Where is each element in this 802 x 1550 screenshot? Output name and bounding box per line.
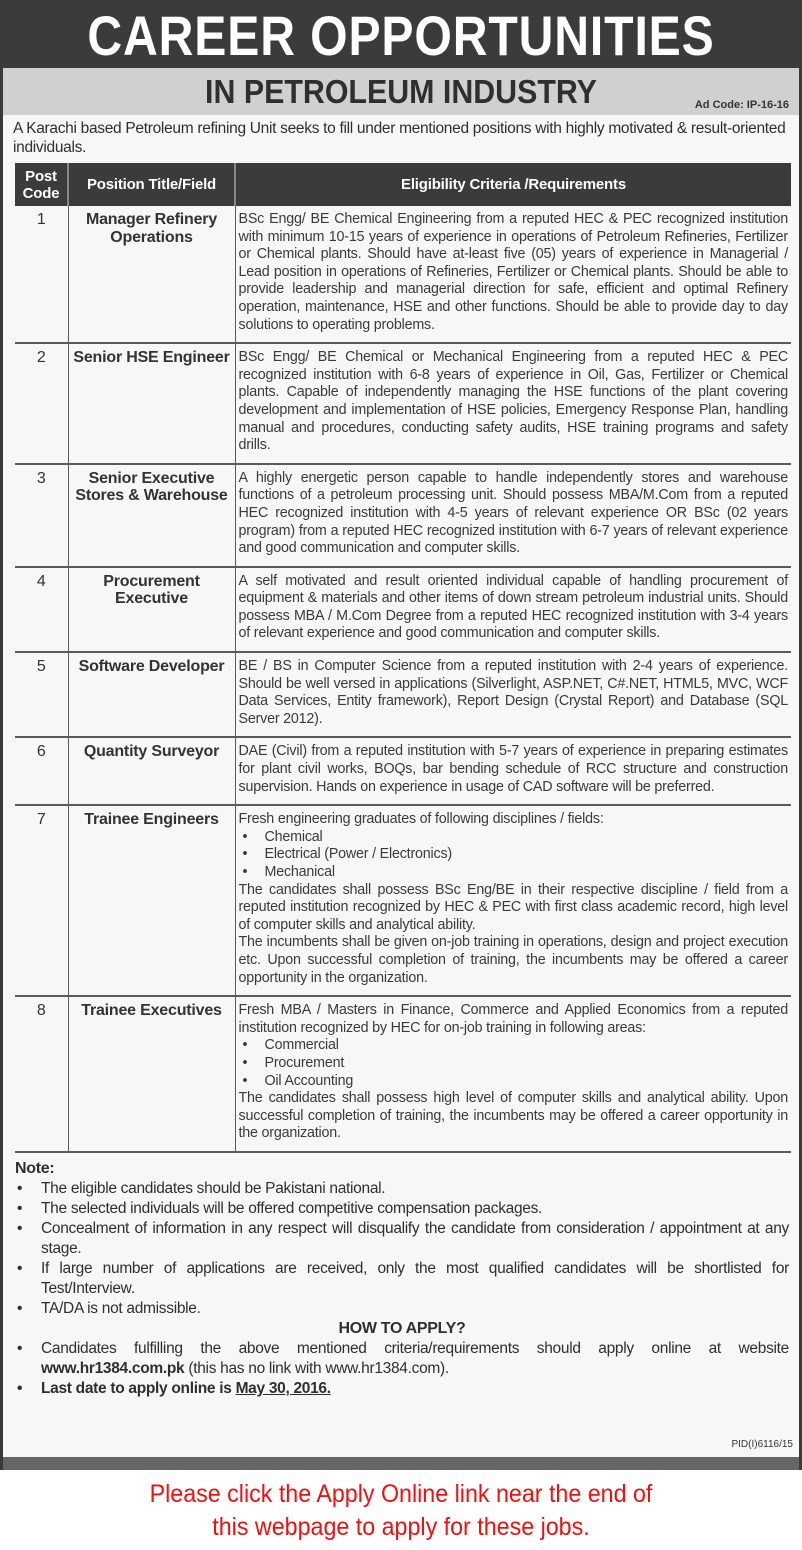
page-subtitle: IN PETROLEUM INDUSTRY <box>205 73 597 110</box>
criteria-outro: The incumbents shall be given on-job training in operations, design and project execution etc. Upon successful completion of training, the incumbents may be offered a career opportunity in the organization. <box>238 934 788 986</box>
post-code: 4 <box>15 567 68 652</box>
how-to-apply-list <box>15 1339 789 1399</box>
table-row <box>15 464 791 567</box>
header-post-code: Post Code <box>15 163 68 206</box>
post-code: 5 <box>15 652 68 737</box>
post-code: 2 <box>15 343 68 464</box>
subtitle-bar <box>3 68 799 115</box>
criteria-intro: Fresh MBA / Masters in Finance, Commerce and Applied Economics from a reputed institution recognized by HEC for on-job training in following areas: <box>238 1002 788 1036</box>
criteria-outro: The candidates shall possess high level of computer skills and analytical ability. Upon successful completion of training, the incumbents may be offered a career opportunity in the organization. <box>238 1090 788 1142</box>
note-item: • The eligible candidates should be Pakistani national. <box>15 1179 789 1199</box>
table-row <box>15 805 791 996</box>
table-row <box>15 343 791 464</box>
note-item: • Concealment of information in any respect will disqualify the candidate from consideration / appointment at any stage. <box>15 1219 789 1259</box>
apply-instruction <box>15 1339 789 1379</box>
position-title: Quantity Surveyor <box>68 737 235 805</box>
apply-instruction-text: Candidates fulfilling the above mentioned criteria/requirements should apply online at website <box>41 1339 789 1357</box>
last-date-label: Last date to apply online is <box>41 1379 236 1397</box>
last-date-value: May 30, 2016. <box>235 1379 331 1397</box>
page-title: CAREER OPPORTUNITIES <box>59 0 744 68</box>
eligibility-criteria: BSc Engg/ BE Chemical Engineering from a reputed HEC & PEC recognized institution with minimum 10-15 years of experience in operations of Petroleum Refineries, Fertilizer or Chemical plants. Should have at-least five (05) years of experience in Managerial / Lead position in operations of Refineries, Fertilizer or Chemical plants. Should be able to provide leadership and managerial direction for safe, efficient and optimal Refinery operation, maintenance, HSE and other functions. Should be able to provide day to day solutions to operating problems. <box>235 206 791 343</box>
list-item: • Chemical <box>239 829 789 847</box>
training-area-list <box>239 1037 789 1090</box>
last-date-item <box>15 1379 789 1399</box>
note-item: • If large number of applications are received, only the most qualified candidates will be shortlisted for Test/Interview. <box>15 1259 789 1299</box>
apply-website-note: (this has no link with www.hr1384.com). <box>184 1359 449 1377</box>
table-row <box>15 996 791 1152</box>
list-item: • Oil Accounting <box>239 1073 789 1091</box>
note-item: • The selected individuals will be offered competitive compensation packages. <box>15 1199 789 1219</box>
header-position: Position Title/Field <box>68 163 235 206</box>
title-bar <box>3 0 799 68</box>
positions-table <box>15 163 791 1153</box>
list-item: • Mechanical <box>239 864 789 882</box>
list-item: • Procurement <box>239 1055 789 1073</box>
discipline-list <box>239 829 789 882</box>
position-title: Trainee Engineers <box>68 805 235 996</box>
apply-online-notice <box>28 1470 774 1544</box>
post-code: 8 <box>15 996 68 1152</box>
criteria-outro: The candidates shall possess BSc Eng/BE in their respective discipline / field from a reputed institution recognized by HEC & PEC with first class academic record, high level of computer skills and analytical ability. <box>238 881 788 933</box>
notes-heading: Note: <box>15 1159 55 1177</box>
eligibility-criteria: A self motivated and result oriented individual capable of handling procurement of equipment & materials and other items of down stream petroleum industrial units. Should possess MBA / M.Com Degree from a reputed HEC recognized institution with 3-4 years of relevant experience and good communication and computer skills. <box>235 567 791 652</box>
eligibility-criteria: BE / BS in Computer Science from a reputed institution with 2-4 years of experience. Should be well versed in applications (Silverlight, ASP.NET, C#.NET, HTML5, MVC, WCF Data Services, Entity framework), Report Design (Crystal Report) and Database (SQL Server 2012). <box>235 652 791 737</box>
ad-code: Ad Code: IP-16-16 <box>694 99 789 111</box>
pid-code: PID(I)6116/15 <box>731 1439 793 1450</box>
eligibility-criteria <box>235 805 791 996</box>
notes-list <box>15 1179 789 1319</box>
note-item: • TA/DA is not admissible. <box>15 1299 789 1319</box>
position-title: Senior Executive Stores & Warehouse <box>68 464 235 567</box>
post-code: 6 <box>15 737 68 805</box>
position-title: Trainee Executives <box>68 996 235 1152</box>
header-criteria: Eligibility Criteria /Requirements <box>235 163 791 206</box>
eligibility-criteria: A highly energetic person capable to handle independently stores and warehouse functions of a petroleum processing unit. Should possess MBA/M.Com from a reputed HEC recognized institution with 4-5 years of relevant experience OR BSc (02 years program) from a reputed HEC recognized institution with 6-7 years of relevant experience and good communication and computer skills. <box>235 464 791 567</box>
position-title: Software Developer <box>68 652 235 737</box>
table-row <box>15 206 791 343</box>
apply-online-notice-line2: this webpage to apply for these jobs. <box>212 1513 590 1541</box>
eligibility-criteria: BSc Engg/ BE Chemical or Mechanical Engineering from a reputed HEC & PEC recognized institution with 6-8 years of experience in Oil, Gas, Fertilizer or Chemical plants. Capable of independently managing the HSE functions of the plant covering development and implementation of HSE policies, Emergency Response Plan, handling manual and procedures, conducting safety audits, HSE training programs and safety drills. <box>235 343 791 464</box>
table-row <box>15 737 791 805</box>
table-row <box>15 652 791 737</box>
eligibility-criteria: DAE (Civil) from a reputed institution with 5-7 years of experience in preparing estimates for plant civil works, BOQs, bar bending schedule of RCC structure and construction supervision. Hands on experience in usage of CAD software will be preferred. <box>235 737 791 805</box>
apply-website-link[interactable]: www.hr1384.com.pk <box>41 1359 185 1377</box>
post-code: 7 <box>15 805 68 996</box>
notes-section <box>3 1153 799 1399</box>
position-title: Senior HSE Engineer <box>68 343 235 464</box>
table-header-row <box>15 163 791 206</box>
intro-text: A Karachi based Petroleum refining Unit seeks to fill under mentioned positions with highly motivated & result-oriented individuals. <box>13 120 786 156</box>
table-row <box>15 567 791 652</box>
footer-bar <box>3 1457 799 1470</box>
post-code: 3 <box>15 464 68 567</box>
list-item: • Electrical (Power / Electronics) <box>239 846 789 864</box>
how-to-apply-heading: HOW TO APPLY? <box>338 1319 466 1337</box>
position-title: Procurement Executive <box>68 567 235 652</box>
eligibility-criteria <box>235 996 791 1152</box>
apply-online-notice-line1: Please click the Apply Online link near the end of <box>149 1480 653 1508</box>
list-item: • Commercial <box>239 1037 789 1055</box>
position-title: Manager Refinery Operations <box>68 206 235 343</box>
post-code: 1 <box>15 206 68 343</box>
criteria-intro: Fresh engineering graduates of following disciplines / fields: <box>238 811 604 828</box>
